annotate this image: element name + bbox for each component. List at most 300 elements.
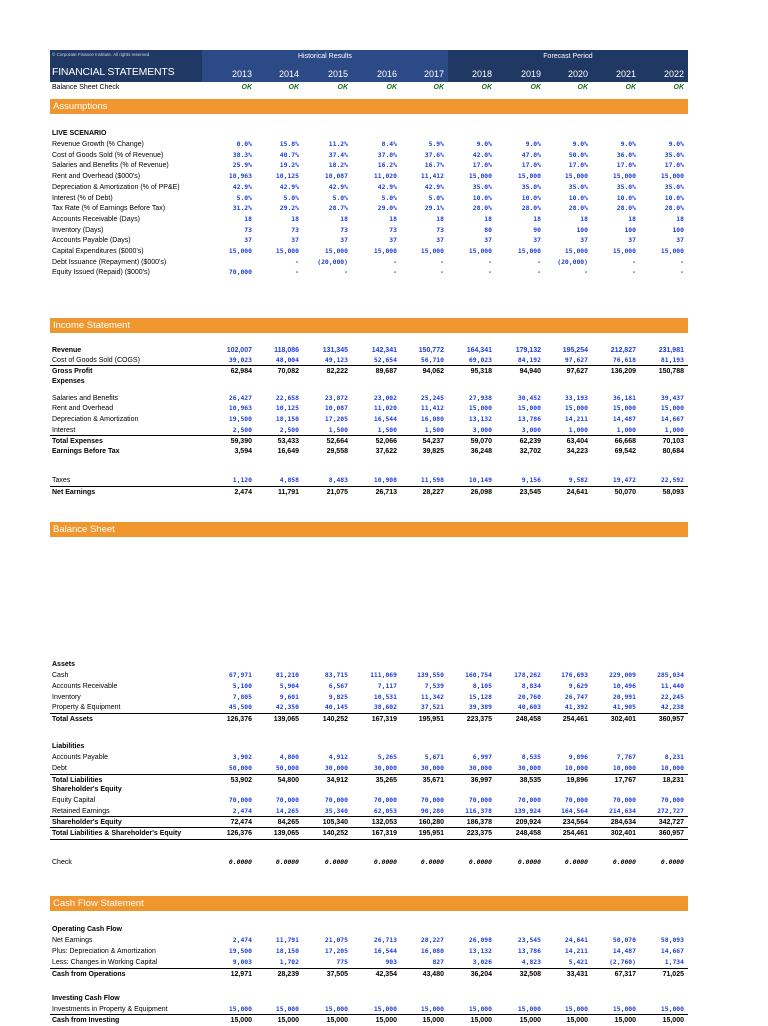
- value-cell: 35.0%: [664, 182, 684, 191]
- value-cell: 10,087: [324, 172, 348, 181]
- value-cell: 23,002: [373, 394, 397, 402]
- value-cell: 50,000: [228, 764, 252, 772]
- value-cell: 28.0%: [616, 204, 636, 213]
- value-cell: 28.0%: [568, 204, 588, 213]
- value-cell: 47.0%: [521, 150, 541, 159]
- value-cell: OK: [241, 84, 252, 91]
- value-cell: OK: [530, 84, 541, 91]
- value-cell: 5.0%: [381, 193, 397, 202]
- value-cell: 302,401: [610, 716, 636, 723]
- value-cell: 14,265: [275, 807, 299, 815]
- value-cell: 40,145: [324, 703, 348, 711]
- copyright-text: © Corporate Finance Institute. All rights reserved.: [52, 52, 151, 57]
- value-cell: 1,000: [616, 426, 636, 434]
- value-cell: 81,193: [660, 356, 684, 364]
- value-cell: 36,248: [470, 448, 492, 455]
- value-cell: 0.0000: [564, 858, 588, 866]
- value-cell: 15,000: [517, 172, 541, 181]
- value-cell: 15,000: [373, 247, 397, 255]
- value-cell: 17.0%: [472, 161, 492, 170]
- value-cell: 15,000: [660, 404, 684, 412]
- value-cell: 16,544: [373, 947, 397, 955]
- value-cell: 4,823: [521, 958, 541, 966]
- table-row: [50, 171, 688, 182]
- table-row: [50, 659, 688, 670]
- value-cell: 49,123: [324, 356, 348, 364]
- value-cell: 5.0%: [236, 193, 252, 202]
- row-label: Salaries and Benefits (% of Revenue): [52, 162, 169, 170]
- value-cell: 150,788: [658, 368, 684, 375]
- value-cell: 21,075: [324, 936, 348, 944]
- value-cell: 2,500: [279, 426, 299, 434]
- value-cell: 41,392: [564, 703, 588, 711]
- year-cell: 2016: [376, 69, 397, 79]
- value-cell: 7,767: [616, 753, 636, 761]
- value-cell: 13,786: [517, 947, 541, 955]
- value-cell: 2,474: [232, 807, 252, 815]
- value-cell: 1,734: [664, 958, 684, 966]
- value-cell: 775: [336, 958, 348, 966]
- value-cell: 37.4%: [328, 150, 348, 159]
- value-cell: 11,020: [373, 172, 397, 181]
- value-cell: 36,181: [612, 394, 636, 402]
- value-cell: 164,341: [466, 347, 492, 354]
- value-cell: 139,065: [273, 716, 299, 723]
- value-cell: OK: [673, 84, 684, 91]
- row-label: Accounts Payable: [52, 754, 109, 761]
- value-cell: 10,000: [564, 764, 588, 772]
- table-row: [50, 160, 688, 171]
- value-cell: OK: [386, 84, 397, 91]
- value-cell: 5,671: [424, 753, 444, 761]
- table-row: [50, 446, 688, 457]
- row-label: Total Liabilities & Shareholder's Equity: [52, 830, 182, 837]
- row-label: Cash from Investing: [52, 1017, 120, 1024]
- section-assumptions: Assumptions: [50, 99, 688, 114]
- value-cell: 195,951: [418, 716, 444, 723]
- value-cell: 35,671: [422, 777, 444, 784]
- value-cell: 70,000: [228, 268, 252, 277]
- value-cell: 40.7%: [279, 150, 299, 159]
- value-cell: 272,727: [657, 807, 684, 815]
- value-cell: 18,150: [275, 415, 299, 423]
- row-label: Less: Changes in Working Capital: [52, 959, 158, 966]
- value-cell: 59,070: [470, 438, 492, 445]
- value-cell: 231,981: [658, 347, 684, 354]
- value-cell: (20,000): [317, 257, 348, 266]
- value-cell: 10.0%: [664, 193, 684, 202]
- table-row: [50, 935, 688, 946]
- row-label: Inventory: [52, 694, 81, 701]
- value-cell: 15,000: [468, 1005, 492, 1013]
- value-cell: 142,341: [371, 347, 397, 354]
- value-cell: -: [632, 268, 636, 277]
- table-row: [50, 235, 688, 246]
- value-cell: 11.2%: [328, 140, 348, 148]
- value-cell: 22,658: [275, 394, 299, 402]
- value-cell: 28.0%: [664, 204, 684, 213]
- value-cell: 11,791: [275, 936, 299, 944]
- value-cell: 8,834: [521, 682, 541, 690]
- table-row: [50, 82, 688, 93]
- value-cell: 15,000: [662, 1017, 684, 1024]
- value-cell: 50,070: [612, 936, 636, 944]
- value-cell: 67,317: [614, 971, 636, 978]
- value-cell: 14,667: [660, 415, 684, 423]
- value-cell: 167,319: [371, 716, 397, 723]
- row-label: Taxes: [52, 477, 71, 484]
- value-cell: 15,000: [275, 1005, 299, 1013]
- value-cell: 30,000: [324, 764, 348, 772]
- value-cell: 15,000: [324, 247, 348, 255]
- value-cell: 0.0000: [324, 858, 348, 866]
- value-cell: 89,687: [375, 368, 397, 375]
- value-cell: 9,601: [279, 693, 299, 701]
- value-cell: 22,245: [660, 693, 684, 701]
- value-cell: 30,000: [517, 764, 541, 772]
- value-cell: 82,222: [326, 368, 348, 375]
- value-cell: 28,239: [277, 971, 299, 978]
- value-cell: 0.0000: [612, 858, 636, 866]
- value-cell: 37: [533, 236, 541, 245]
- value-cell: 42.9%: [279, 182, 299, 191]
- value-cell: 37: [580, 236, 588, 245]
- value-cell: 1,500: [424, 426, 444, 434]
- value-cell: 3,000: [472, 426, 492, 434]
- value-cell: 10,087: [324, 404, 348, 412]
- table-row: [50, 214, 688, 225]
- row-label: Operating Cash Flow: [52, 926, 123, 933]
- value-cell: 17.0%: [521, 161, 541, 170]
- row-label: Gross Profit: [52, 368, 93, 375]
- value-cell: 24,641: [564, 936, 588, 944]
- value-cell: 360,957: [658, 830, 684, 837]
- value-cell: 29.0%: [377, 204, 397, 213]
- value-cell: 84,192: [517, 356, 541, 364]
- value-cell: 17,767: [614, 777, 636, 784]
- value-cell: -: [440, 268, 444, 277]
- table-row: [50, 414, 688, 425]
- row-label: Shareholder's Equity: [52, 786, 122, 793]
- value-cell: 19,472: [612, 476, 636, 484]
- value-cell: 15,000: [564, 172, 588, 181]
- row-label: Investments in Property & Equipment: [52, 1006, 168, 1013]
- value-cell: 27,938: [468, 394, 492, 402]
- value-cell: 70,000: [468, 796, 492, 804]
- value-cell: 102,007: [226, 347, 252, 354]
- value-cell: OK: [481, 84, 492, 91]
- year-cell: 2020: [567, 69, 588, 79]
- value-cell: 178,262: [514, 671, 541, 679]
- value-cell: 33,193: [564, 394, 588, 402]
- value-cell: 15,000: [230, 1017, 252, 1024]
- row-label: Investing Cash Flow: [52, 995, 120, 1002]
- value-cell: 15,000: [612, 1005, 636, 1013]
- value-cell: 223,375: [466, 830, 492, 837]
- value-cell: 18: [484, 214, 492, 223]
- row-label: Cost of Goods Sold (% of Revenue): [52, 151, 164, 159]
- value-cell: 37: [436, 236, 444, 245]
- value-cell: 15,000: [468, 404, 492, 412]
- value-cell: 36.0%: [616, 150, 636, 159]
- value-cell: OK: [577, 84, 588, 91]
- value-cell: 81,210: [275, 671, 299, 679]
- value-cell: 195,254: [562, 347, 588, 354]
- value-cell: 62,239: [519, 438, 541, 445]
- value-cell: -: [393, 268, 397, 277]
- row-label: Depreciation & Amortization: [52, 416, 139, 423]
- value-cell: 15,000: [519, 1017, 541, 1024]
- row-label: Inventory (Days): [52, 226, 104, 234]
- table-row: [50, 182, 688, 193]
- value-cell: 3,000: [521, 426, 541, 434]
- row-label: Balance Sheet Check: [52, 84, 120, 91]
- value-cell: 39,389: [468, 703, 492, 711]
- row-label: Accounts Receivable (Days): [52, 215, 140, 223]
- value-cell: 827: [432, 958, 444, 966]
- value-cell: 15,000: [517, 247, 541, 255]
- value-cell: 2,474: [234, 489, 252, 496]
- value-cell: -: [584, 268, 588, 277]
- value-cell: 26,098: [468, 936, 492, 944]
- table-row: [50, 795, 688, 806]
- value-cell: 16.7%: [424, 161, 444, 170]
- value-cell: 100: [672, 225, 684, 234]
- value-cell: 35,340: [324, 807, 348, 815]
- value-cell: 10.0%: [616, 193, 636, 202]
- row-label: Check: [52, 859, 72, 866]
- value-cell: 18: [436, 214, 444, 223]
- value-cell: 8,231: [664, 753, 684, 761]
- value-cell: 131,345: [322, 347, 348, 354]
- value-cell: 37: [291, 236, 299, 245]
- value-cell: 14,487: [612, 947, 636, 955]
- section-income-statement: Income Statement: [50, 318, 688, 333]
- value-cell: 66,668: [614, 438, 636, 445]
- value-cell: 1,000: [664, 426, 684, 434]
- value-cell: 18: [580, 214, 588, 223]
- value-cell: 3,594: [234, 448, 252, 455]
- value-cell: 105,340: [322, 819, 348, 826]
- value-cell: 42,238: [660, 703, 684, 711]
- value-cell: 13,786: [517, 415, 541, 423]
- value-cell: 38,602: [373, 703, 397, 711]
- value-cell: -: [680, 257, 684, 266]
- historical-label: Historical Results: [297, 53, 353, 60]
- value-cell: 1,000: [568, 426, 588, 434]
- value-cell: 36,204: [470, 971, 492, 978]
- value-cell: 179,132: [515, 347, 541, 354]
- value-cell: 95,318: [470, 368, 492, 375]
- table-row: [50, 968, 688, 980]
- year-cell: 2018: [471, 69, 492, 79]
- value-cell: 8,105: [472, 682, 492, 690]
- value-cell: 15,000: [324, 1005, 348, 1013]
- value-cell: 14,487: [612, 415, 636, 423]
- value-cell: 15,000: [564, 247, 588, 255]
- value-cell: 10,531: [373, 693, 397, 701]
- value-cell: 69,023: [468, 356, 492, 364]
- value-cell: 9,582: [568, 476, 588, 484]
- value-cell: 223,375: [466, 716, 492, 723]
- value-cell: 9,629: [568, 682, 588, 690]
- value-cell: 18: [340, 214, 348, 223]
- value-cell: 9.0%: [668, 140, 684, 148]
- value-cell: 62,053: [373, 807, 397, 815]
- value-cell: 160,754: [465, 671, 492, 679]
- value-cell: 0.0000: [468, 858, 492, 866]
- value-cell: 10.0%: [472, 193, 492, 202]
- value-cell: 70,082: [277, 368, 299, 375]
- value-cell: 94,940: [519, 368, 541, 375]
- value-cell: 0.0000: [275, 858, 299, 866]
- value-cell: 17.0%: [664, 161, 684, 170]
- value-cell: 37: [484, 236, 492, 245]
- value-cell: 18: [533, 214, 541, 223]
- year-cell: 2014: [278, 69, 299, 79]
- value-cell: 15,000: [277, 1017, 299, 1024]
- row-label: Earnings Before Tax: [52, 448, 120, 455]
- value-cell: 0.0%: [236, 140, 252, 148]
- value-cell: 15,000: [517, 1005, 541, 1013]
- value-cell: -: [344, 268, 348, 277]
- value-cell: 11,342: [420, 693, 444, 701]
- table-row: [50, 128, 688, 139]
- value-cell: 5,904: [279, 682, 299, 690]
- value-cell: 69,542: [614, 448, 636, 455]
- value-cell: 40,603: [517, 703, 541, 711]
- value-cell: 84,265: [277, 819, 299, 826]
- value-cell: OK: [288, 84, 299, 91]
- value-cell: 45,500: [228, 703, 252, 711]
- value-cell: 18: [389, 214, 397, 223]
- value-cell: 229,009: [609, 671, 636, 679]
- value-cell: 23,872: [324, 394, 348, 402]
- value-cell: 15,000: [614, 1017, 636, 1024]
- value-cell: 116,378: [465, 807, 492, 815]
- value-cell: 248,458: [515, 716, 541, 723]
- value-cell: -: [393, 257, 397, 266]
- value-cell: (2,760): [609, 958, 636, 966]
- value-cell: 126,376: [226, 716, 252, 723]
- value-cell: 58,093: [662, 489, 684, 496]
- value-cell: 80,684: [662, 448, 684, 455]
- year-cell: 2019: [520, 69, 541, 79]
- value-cell: 254,461: [562, 830, 588, 837]
- value-cell: 126,376: [226, 830, 252, 837]
- value-cell: 10,125: [275, 404, 299, 412]
- section-cash-flow: Cash Flow Statement: [50, 896, 688, 911]
- value-cell: 186,378: [466, 819, 492, 826]
- value-cell: 2,474: [232, 936, 252, 944]
- value-cell: 53,902: [230, 777, 252, 784]
- value-cell: 8.4%: [381, 140, 397, 148]
- year-cell: 2021: [615, 69, 636, 79]
- value-cell: 97,627: [564, 356, 588, 364]
- value-cell: 37: [676, 236, 684, 245]
- value-cell: -: [537, 268, 541, 277]
- value-cell: 285,034: [657, 671, 684, 679]
- value-cell: 18.2%: [328, 161, 348, 170]
- value-cell: 19,896: [566, 777, 588, 784]
- value-cell: 26,747: [564, 693, 588, 701]
- table-row: [50, 924, 688, 935]
- value-cell: 67,971: [228, 671, 252, 679]
- value-cell: -: [537, 257, 541, 266]
- row-label: Cash: [52, 672, 69, 679]
- value-cell: 80: [484, 225, 492, 234]
- value-cell: OK: [337, 84, 348, 91]
- value-cell: 70,000: [660, 796, 684, 804]
- value-cell: 1,702: [279, 958, 299, 966]
- value-cell: 9,896: [568, 753, 588, 761]
- value-cell: 35.0%: [616, 182, 636, 191]
- sheet-title: FINANCIAL STATEMENTS: [52, 66, 175, 78]
- value-cell: 52,654: [373, 356, 397, 364]
- value-cell: 37: [244, 236, 252, 245]
- table-row: [50, 763, 688, 774]
- value-cell: 13,132: [468, 947, 492, 955]
- value-cell: 0.0000: [517, 858, 541, 866]
- value-cell: 35,265: [375, 777, 397, 784]
- value-cell: 234,564: [562, 819, 588, 826]
- value-cell: 28,227: [422, 489, 444, 496]
- value-cell: OK: [433, 84, 444, 91]
- value-cell: 12,971: [230, 971, 252, 978]
- value-cell: 16,080: [420, 415, 444, 423]
- value-cell: 90: [533, 225, 541, 234]
- value-cell: 42.9%: [232, 182, 252, 191]
- row-label: Interest (% of Debt): [52, 194, 113, 202]
- table-row: [50, 946, 688, 957]
- value-cell: 10,908: [373, 476, 397, 484]
- value-cell: 11,791: [277, 489, 299, 496]
- value-cell: 4,800: [279, 753, 299, 761]
- value-cell: 72,474: [230, 819, 252, 826]
- value-cell: OK: [625, 84, 636, 91]
- value-cell: 39,825: [422, 448, 444, 455]
- row-label: Capital Expenditures ($000's): [52, 248, 144, 255]
- value-cell: 16.2%: [377, 161, 397, 170]
- value-cell: 10.0%: [521, 193, 541, 202]
- value-cell: 73: [389, 225, 397, 234]
- row-label: Assets: [52, 661, 75, 668]
- value-cell: 83,715: [324, 671, 348, 679]
- row-label: Net Earnings: [52, 937, 93, 944]
- table-row: [50, 475, 688, 486]
- value-cell: 42,350: [275, 703, 299, 711]
- value-cell: 15,000: [660, 247, 684, 255]
- value-cell: 30,000: [373, 764, 397, 772]
- value-cell: 0.0000: [228, 858, 252, 866]
- table-row: [50, 1014, 688, 1026]
- value-cell: 52,664: [326, 438, 348, 445]
- row-label: Net Earnings: [52, 489, 96, 496]
- row-label: Cost of Goods Sold (COGS): [52, 357, 140, 364]
- row-label: Revenue Growth (% Change): [52, 141, 144, 148]
- value-cell: 53,433: [277, 438, 299, 445]
- value-cell: 10.0%: [568, 193, 588, 202]
- value-cell: 15,000: [373, 1005, 397, 1013]
- value-cell: 4,912: [328, 753, 348, 761]
- value-cell: 167,319: [371, 830, 397, 837]
- table-row: [50, 702, 688, 713]
- value-cell: 254,461: [562, 716, 588, 723]
- value-cell: 28,227: [420, 936, 444, 944]
- value-cell: 25,245: [420, 394, 444, 402]
- value-cell: 42.0%: [472, 150, 492, 159]
- forecast-label: Forecast Period: [543, 53, 593, 60]
